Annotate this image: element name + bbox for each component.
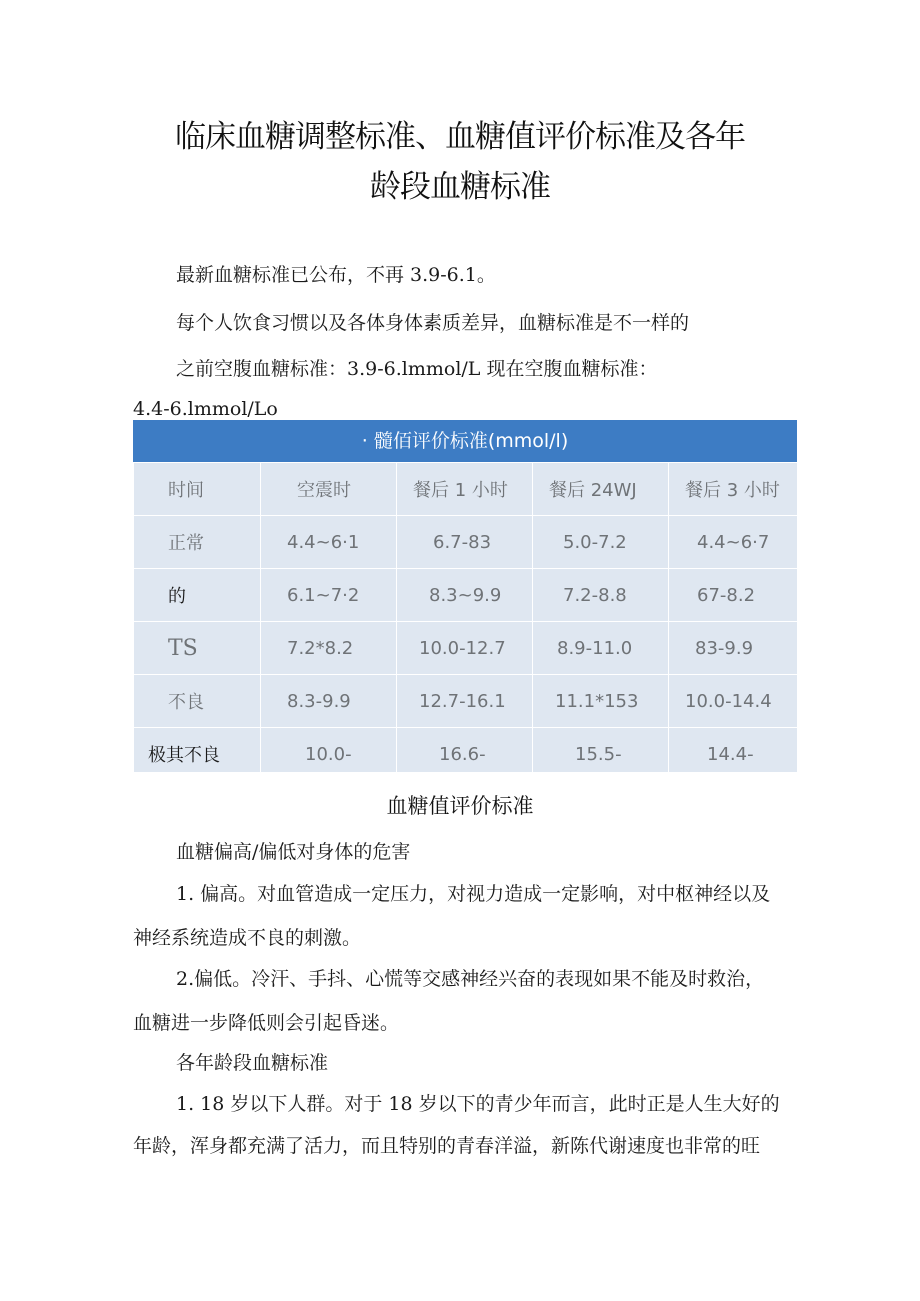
table-cell: 10.0- xyxy=(261,728,397,773)
row-label: 的 xyxy=(134,569,261,622)
table-cell: 5.0-7.2 xyxy=(533,516,669,569)
intro-paragraph-4: 4.4-6.lmmol/Lo xyxy=(133,398,278,420)
paragraph-hazards-heading: 血糖偏高/偏低对身体的危害 xyxy=(176,841,411,863)
table-row xyxy=(134,569,798,622)
table-row xyxy=(134,622,798,675)
paragraph-high-line-1: 1. 偏高。对血管造成一定压力，对视力造成一定影响，对中枢神经以及 xyxy=(176,883,771,905)
table-body xyxy=(133,462,797,772)
table-cell: 7.2-8.8 xyxy=(533,569,669,622)
table-cell: 4.4~6·1 xyxy=(261,516,397,569)
table-cell: 8.9-11.0 xyxy=(533,622,669,675)
paragraph-under18-line-1: 1. 18 岁以下人群。对于 18 岁以下的青少年而言，此时正是人生大好的 xyxy=(176,1093,780,1115)
table-cell: 10.0-14.4 xyxy=(669,675,798,728)
table-header-row xyxy=(134,463,798,516)
intro-paragraph-1: 最新血糖标准已公布，不再 3.9-6.1。 xyxy=(176,264,496,286)
table-cell: 4.4~6·7 xyxy=(669,516,798,569)
row-label: TS xyxy=(134,622,261,675)
table-caption: · 髓佰评价标准(mmol/l) xyxy=(133,420,797,462)
table-cell: 14.4- xyxy=(669,728,798,773)
table-cell: 15.5- xyxy=(533,728,669,773)
table-cell: 6.7-83 xyxy=(397,516,533,569)
title-line-1: 临床血糖调整标准、血糖值评价标准及各年 xyxy=(175,119,745,155)
paragraph-low-line-1: 2.偏低。冷汗、手抖、心慌等交感神经兴奋的表现如果不能及时救治， xyxy=(176,968,765,990)
table-header-cell: 餐后 24WJ xyxy=(533,463,669,516)
row-label: 不良 xyxy=(134,675,261,728)
table-cell: 12.7-16.1 xyxy=(397,675,533,728)
table-row xyxy=(134,675,798,728)
paragraph-low-line-2: 血糖进一步降低则会引起昏迷。 xyxy=(133,1012,400,1034)
blood-sugar-table xyxy=(133,420,797,772)
table-cell: 67-8.2 xyxy=(669,569,798,622)
paragraph-high-line-2: 神经系统造成不良的刺激。 xyxy=(133,927,362,949)
table-header-cell: 餐后 3 小时 xyxy=(669,463,798,516)
intro-paragraph-2: 每个人饮食习惯以及各体身体素质差异，血糖标准是不一样的 xyxy=(176,312,690,334)
table-header-cell: 餐后 1 小时 xyxy=(397,463,533,516)
table-cell: 6.1~7·2 xyxy=(261,569,397,622)
intro-paragraph-3: 之前空腹血糖标准：3.9-6.lmmol/L 现在空腹血糖标准： xyxy=(176,358,658,380)
table-cell: 8.3-9.9 xyxy=(261,675,397,728)
document-title xyxy=(0,112,920,212)
paragraph-under18-line-2: 年龄，浑身都充满了活力，而且特别的青春洋溢，新陈代谢速度也非常的旺 xyxy=(133,1135,761,1157)
table-cell: 7.2*8.2 xyxy=(261,622,397,675)
table-row xyxy=(134,728,798,773)
table-row xyxy=(134,516,798,569)
row-label: 正常 xyxy=(134,516,261,569)
table-cell: 11.1*153 xyxy=(533,675,669,728)
table-cell: 83-9.9 xyxy=(669,622,798,675)
title-line-2: 龄段血糖标准 xyxy=(370,169,550,205)
table-cell: 8.3~9.9 xyxy=(397,569,533,622)
table-header-cell: 时间 xyxy=(134,463,261,516)
table-cell: 16.6- xyxy=(397,728,533,773)
table-cell: 10.0-12.7 xyxy=(397,622,533,675)
row-label: 极其不良 xyxy=(134,728,261,773)
section-title: 血糖值评价标准 xyxy=(386,794,534,818)
paragraph-age-heading: 各年龄段血糖标准 xyxy=(176,1052,329,1074)
table-header-cell: 空震时 xyxy=(261,463,397,516)
